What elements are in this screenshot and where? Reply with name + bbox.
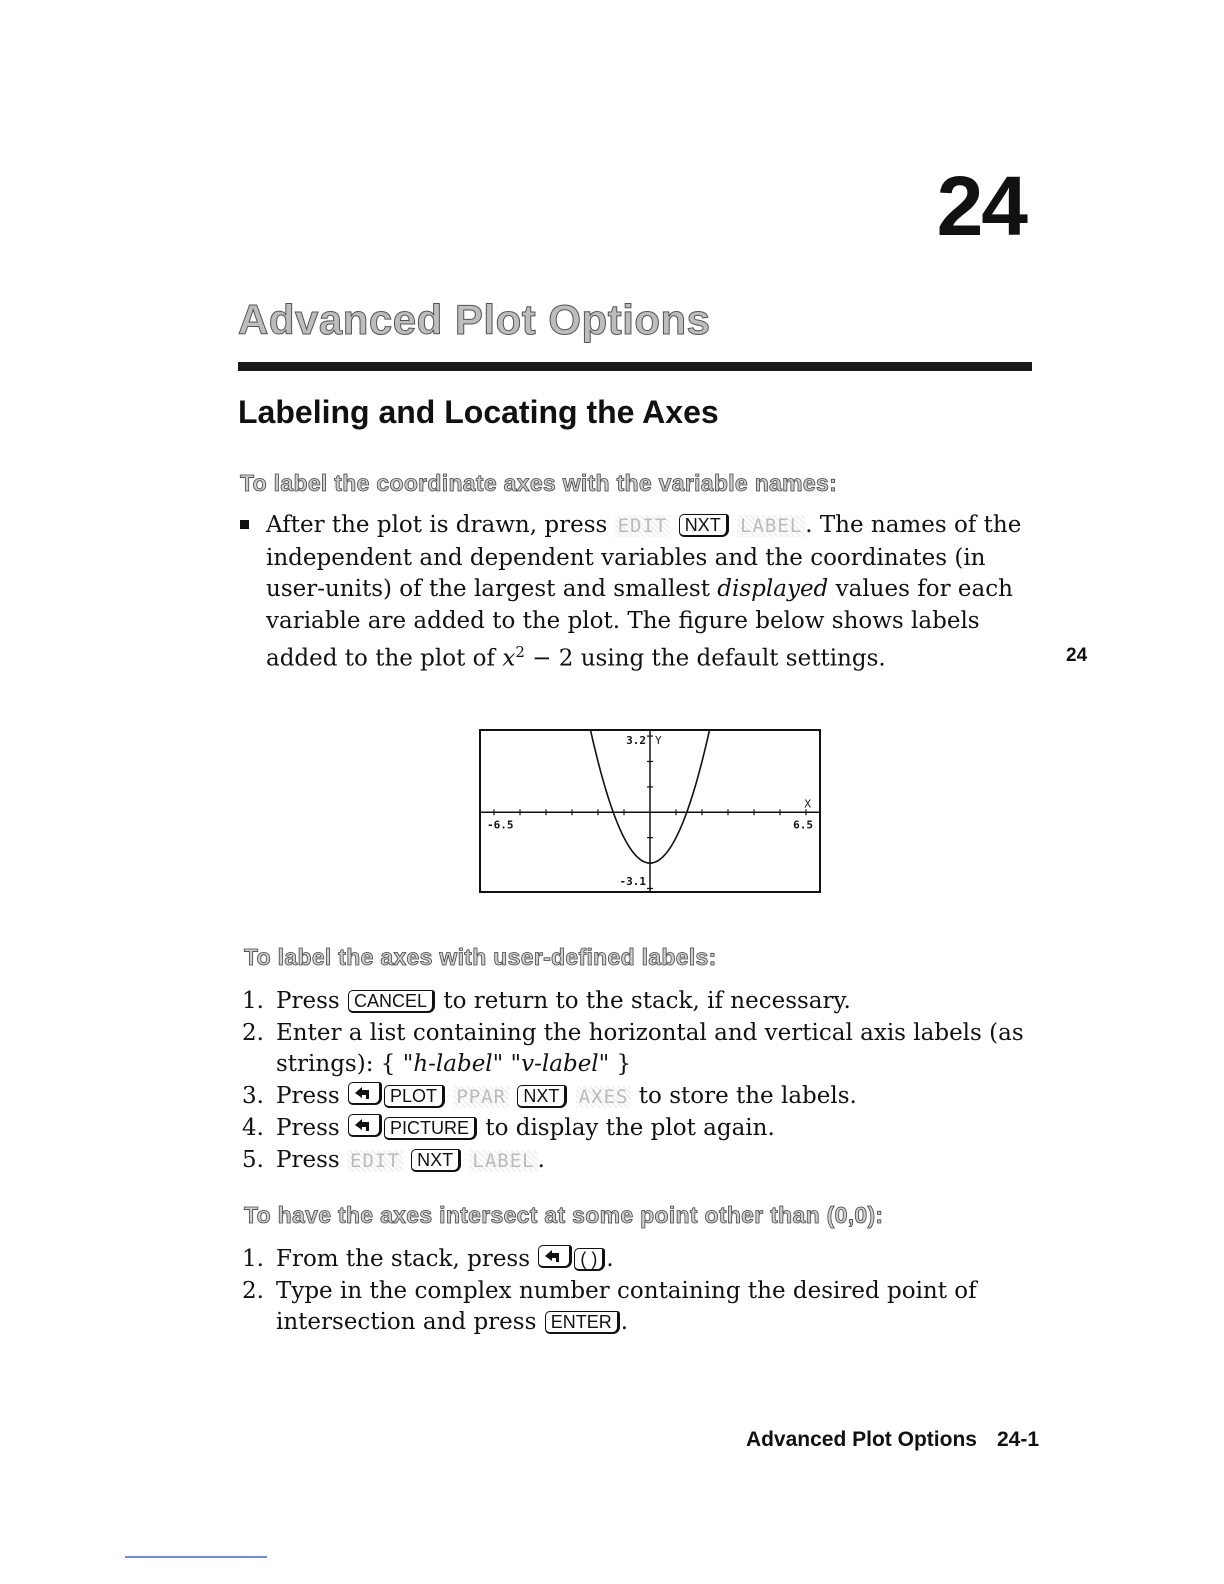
code-v-label: v-label xyxy=(521,1051,599,1077)
text: Press xyxy=(276,988,347,1014)
key-plot[interactable]: PLOT xyxy=(384,1085,445,1108)
step-number: 4. xyxy=(242,1115,264,1141)
x-axis-label: X xyxy=(804,797,811,811)
step-number: 3. xyxy=(242,1082,264,1109)
left-shift-arrow-icon[interactable] xyxy=(538,1245,572,1268)
text: Type in the complex number containing the desired point of intersection and press xyxy=(276,1277,977,1335)
scan-artifact xyxy=(125,1556,267,1558)
softkey-label[interactable]: LABEL xyxy=(469,1150,537,1172)
text: to display the plot again. xyxy=(478,1115,775,1141)
key-nxt[interactable]: NXT xyxy=(517,1085,567,1108)
y-min-label: -3.1 xyxy=(619,875,646,888)
step-2 xyxy=(242,1018,1032,1081)
page-footer xyxy=(746,1428,1039,1452)
step-number: 2. xyxy=(242,1277,264,1304)
chapter-number: 24 xyxy=(936,159,1026,253)
text: to store the labels. xyxy=(631,1082,857,1109)
step-number: 1. xyxy=(242,988,264,1014)
code-h-label: h-label xyxy=(413,1051,493,1077)
step-1 xyxy=(242,986,1032,1018)
text: Press xyxy=(276,1115,347,1141)
chapter-title: Advanced Plot Options xyxy=(238,296,711,343)
step-number: 1. xyxy=(242,1246,264,1272)
text: After the plot is drawn, press xyxy=(266,512,615,538)
text: Enter a list containing the horizontal and vertical axis labels (as strings): xyxy=(276,1019,1024,1077)
text: . The names of the independent and dependent variables and the coordinates (in user-units) of the largest and smallest xyxy=(266,512,1022,602)
text: to return to the stack, if necessary. xyxy=(436,988,851,1014)
x-max-label: 6.5 xyxy=(793,818,813,832)
x-min-label: -6.5 xyxy=(487,818,514,832)
subheading-variable-names: To label the coordinate axes with the variable names: xyxy=(240,470,838,496)
section-title: Labeling and Locating the Axes xyxy=(238,394,719,430)
bullet-icon xyxy=(240,520,249,529)
softkey-edit[interactable]: EDIT xyxy=(347,1150,403,1172)
subheading-user-labels: To label the axes with user-defined labels: xyxy=(244,944,717,970)
key-enter[interactable]: ENTER xyxy=(545,1311,620,1334)
steps-intersect xyxy=(242,1244,1032,1339)
code: " } xyxy=(598,1051,632,1077)
emphasis: displayed xyxy=(717,576,829,602)
plot-svg xyxy=(481,731,819,891)
softkey-ppar[interactable]: PPAR xyxy=(453,1086,509,1108)
text: − 2 using the default settings. xyxy=(524,645,886,672)
step-number: 2. xyxy=(242,1019,264,1046)
key-nxt[interactable]: NXT xyxy=(411,1149,461,1172)
text: . xyxy=(620,1309,629,1335)
code: { " xyxy=(380,1051,414,1077)
text: . xyxy=(606,1246,614,1272)
key-cancel[interactable]: CANCEL xyxy=(348,990,435,1013)
key-parens[interactable]: ( ) xyxy=(574,1248,605,1271)
step-2 xyxy=(242,1276,1032,1339)
softkey-label[interactable]: LABEL xyxy=(737,515,805,537)
math-var: x xyxy=(502,645,516,672)
step-4 xyxy=(242,1113,1032,1145)
text: values for each variable are added to the plot. The figure below shows labels added to the plot of xyxy=(266,576,1013,672)
step-5 xyxy=(242,1145,1032,1178)
page-number: 24-1 xyxy=(996,1428,1039,1451)
plot-figure xyxy=(479,729,821,893)
step-number: 5. xyxy=(242,1146,264,1173)
bullet-paragraph xyxy=(266,510,1036,675)
y-axis-label: Y xyxy=(655,734,662,747)
code: " " xyxy=(492,1051,522,1077)
text: Press xyxy=(276,1082,347,1109)
plot-axes xyxy=(481,731,819,891)
softkey-axes[interactable]: AXES xyxy=(576,1086,632,1108)
math-exp: 2 xyxy=(515,643,525,661)
y-max-label: 3.2 xyxy=(626,734,646,747)
text: From the stack, press xyxy=(276,1246,538,1272)
left-shift-arrow-icon[interactable] xyxy=(348,1082,382,1105)
step-1 xyxy=(242,1244,1032,1276)
footer-title: Advanced Plot Options xyxy=(745,1428,977,1451)
title-rule xyxy=(238,362,1032,371)
subheading-intersect: To have the axes intersect at some point other than (0,0): xyxy=(244,1202,884,1228)
step-3 xyxy=(242,1081,1032,1114)
key-nxt[interactable]: NXT xyxy=(679,514,729,537)
steps-user-labels xyxy=(242,986,1032,1177)
text: Press xyxy=(276,1146,347,1173)
softkey-edit[interactable]: EDIT xyxy=(615,515,671,537)
key-picture[interactable]: PICTURE xyxy=(384,1117,477,1140)
edge-tab: 24 xyxy=(1066,645,1088,666)
left-shift-arrow-icon[interactable] xyxy=(348,1114,382,1137)
text: . xyxy=(537,1146,545,1173)
